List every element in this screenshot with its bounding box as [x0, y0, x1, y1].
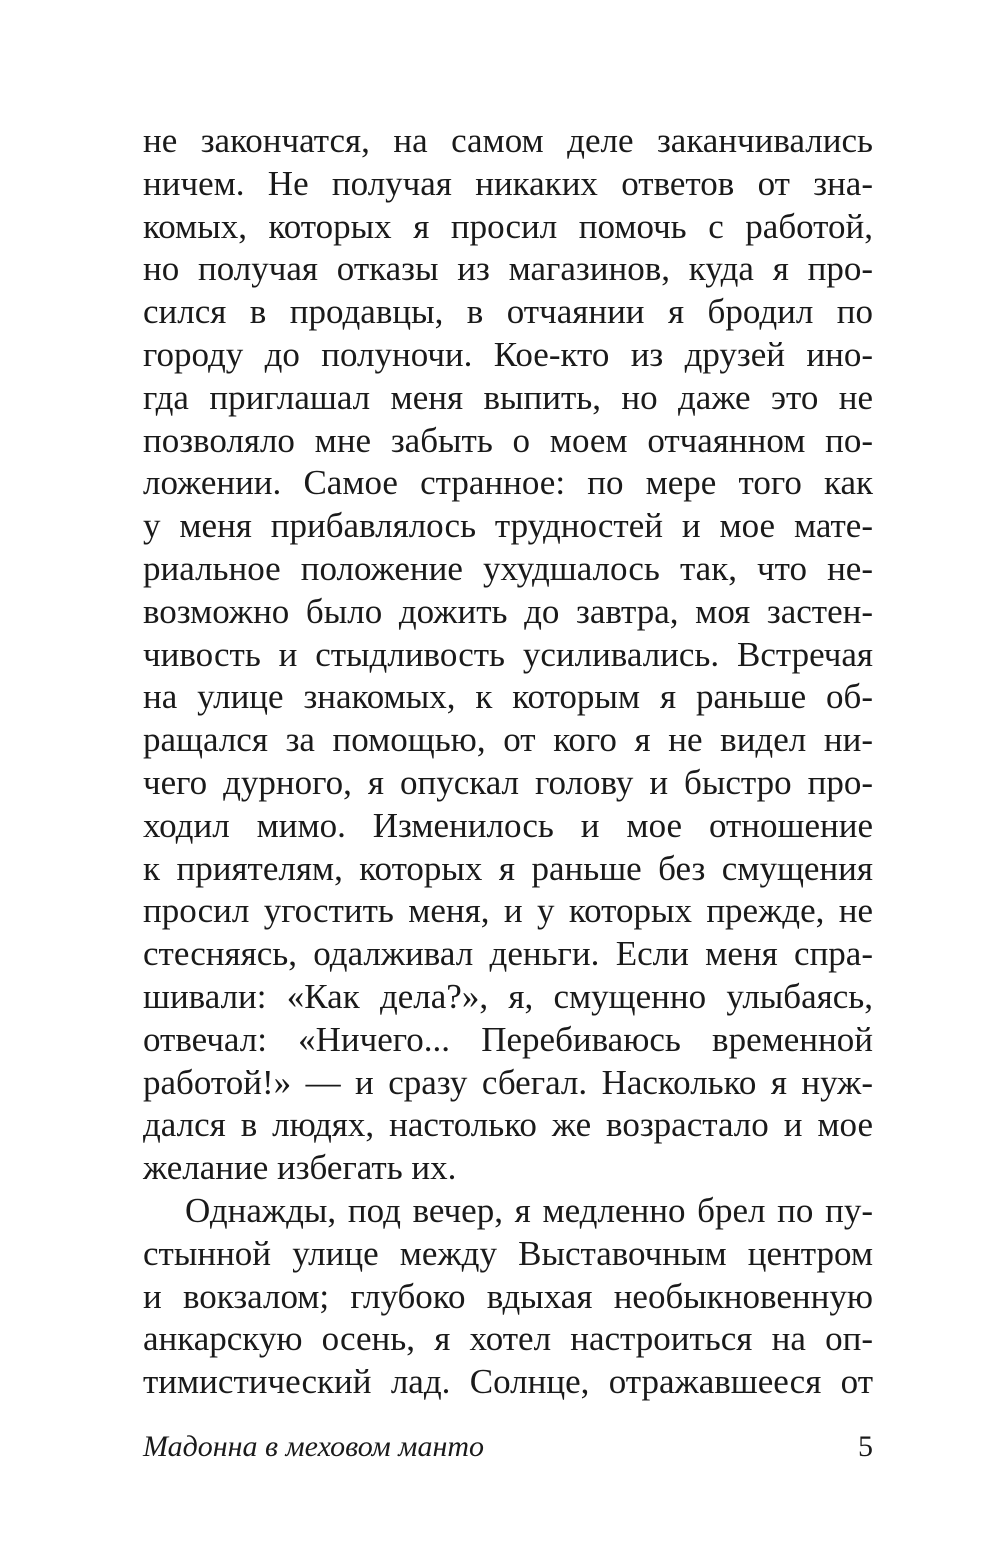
text-line: тимистический лад. Солнце, отражавшееся от: [143, 1362, 873, 1402]
text-line: не закончатся, на самом деле заканчивались: [143, 121, 873, 160]
text-line: на улице знакомых, к которым я раньше об-: [143, 677, 873, 717]
paragraph-2: [143, 1190, 873, 1404]
text-line: ложении. Самое странное: по мере того как: [143, 463, 873, 503]
text-line: Однажды, под вечер, я медленно брел по пу-: [185, 1190, 873, 1230]
text-line: ращался за помощью, от кого я не видел ни-: [143, 720, 873, 760]
text-line: ходил мимо. Изменилось и мое отношение: [143, 805, 873, 845]
text-line: но получая отказы из магазинов, куда я про-: [143, 249, 873, 289]
text-line: стесняясь, одалживал деньги. Если меня спра-: [143, 934, 873, 974]
text-line: у меня прибавлялось трудностей и мое мате-: [143, 506, 873, 546]
body-text: [143, 120, 873, 1404]
text-line: и вокзалом; глубоко вдыхая необыкновенную: [143, 1276, 873, 1316]
page-footer: [143, 1425, 873, 1469]
text-line: стынной улице между Выставочным центром: [143, 1233, 873, 1273]
text-line: гда приглашал меня выпить, но даже это не: [143, 377, 873, 417]
text-line: городу до полуночи. Кое-кто из друзей ино-: [143, 334, 873, 374]
text-line: работой!» — и сразу сбегал. Насколько я нуж-: [143, 1062, 873, 1102]
text-line: анкарскую осень, я хотел настроиться на оп-: [143, 1319, 873, 1359]
text-line: возможно было дожить до завтра, моя застен-: [143, 591, 873, 631]
text-line: дался в людях, настолько же возрастало и мое: [143, 1105, 873, 1145]
text-line: отвечал: «Ничего... Перебиваюсь временной: [143, 1019, 873, 1059]
running-footer-title: Мадонна в меховом манто: [143, 1430, 484, 1463]
text-line: желание избегать их.: [143, 1148, 457, 1188]
text-line: просил угостить меня, и у которых прежде, не: [143, 891, 873, 931]
text-line: чего дурного, я опускал голову и быстро про-: [143, 762, 873, 802]
text-line: риальное положение ухудшалось так, что не-: [143, 548, 873, 588]
text-line: шивали: «Как дела?», я, смущенно улыбаясь,: [143, 976, 873, 1016]
text-line: комых, которых я просил помочь с работой,: [143, 206, 873, 246]
text-line: чивость и стыдливость усиливались. Встречая: [143, 634, 873, 674]
text-line: ничем. Не получая никаких ответов от зна-: [143, 163, 873, 203]
text-line: к приятелям, которых я раньше без смущения: [143, 848, 873, 888]
text-line: сился в продавцы, в отчаянии я бродил по: [143, 292, 873, 332]
text-line: позволяло мне забыть о моем отчаянном по-: [143, 420, 873, 460]
paragraph-1: [143, 120, 873, 1190]
page-number: 5: [858, 1430, 873, 1463]
